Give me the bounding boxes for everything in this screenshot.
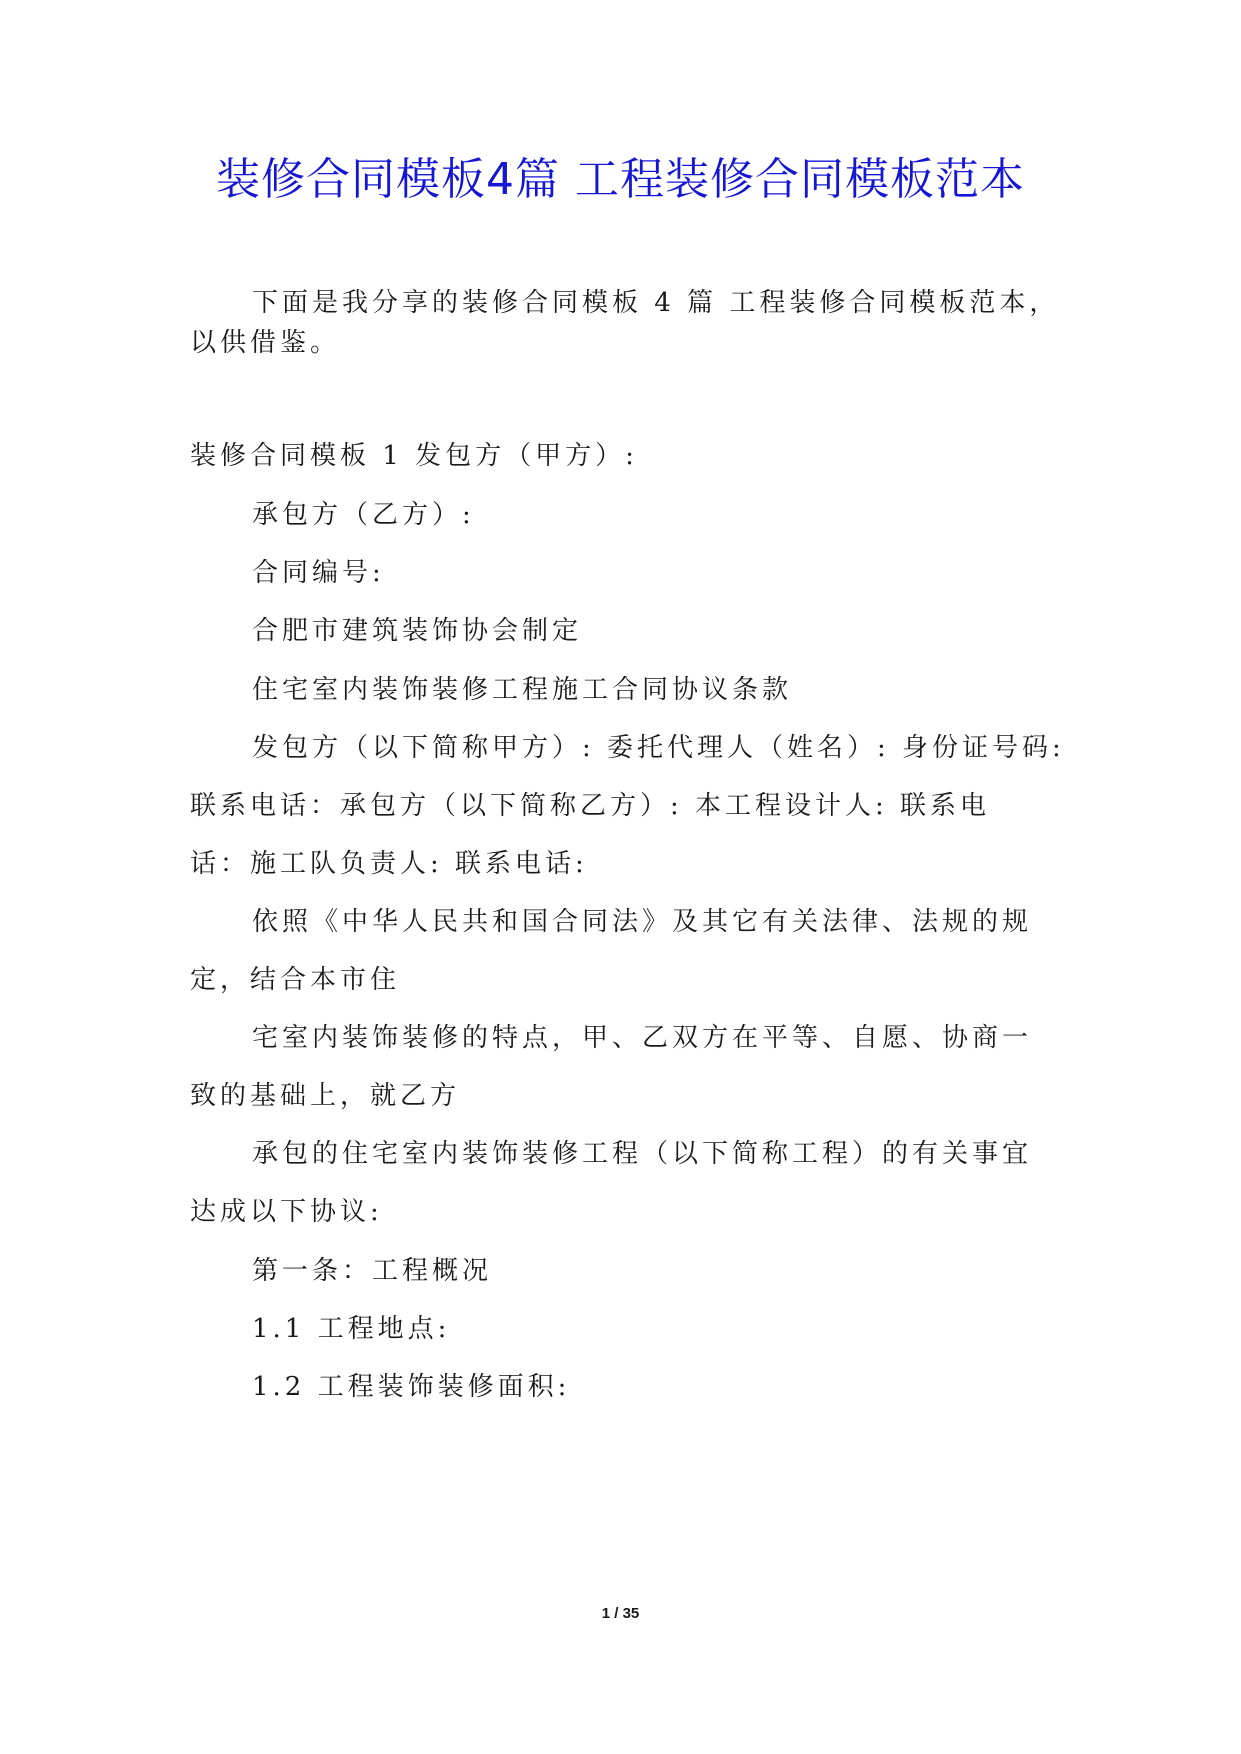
paragraph-line: 合肥市建筑装饰协会制定: [252, 616, 583, 646]
section-heading: 第一条：工程概况: [252, 1256, 493, 1286]
paragraph-line: 达成以下协议:: [190, 1197, 383, 1227]
paragraph-line: 合同编号:: [252, 558, 385, 588]
paragraph-line: 下面是我分享的装修合同模板 4 篇 工程装修合同模板范本，: [252, 288, 1060, 318]
clause-item: 1.2 工程装饰装修面积:: [252, 1372, 571, 1402]
paragraph-line: 话：施工队负责人: 联系电话:: [190, 849, 588, 879]
paragraph-line: 联系电话：承包方（以下简称乙方）: 本工程设计人: 联系电: [190, 791, 991, 821]
paragraph-line: 依照《中华人民共和国合同法》及其它有关法律、法规的规: [252, 907, 1033, 937]
clause-item: 1.1 工程地点:: [252, 1314, 451, 1344]
paragraph-line: 承包方（乙方）:: [252, 500, 475, 530]
paragraph-line: 住宅室内装饰装修工程施工合同协议条款: [252, 675, 793, 705]
paragraph-line: 装修合同模板 1 发包方（甲方）:: [190, 441, 638, 471]
paragraph-line: 致的基础上，就乙方: [190, 1081, 461, 1111]
paragraph-line: 发包方（以下简称甲方）: 委托代理人（姓名）: 身份证号码:: [252, 733, 1065, 763]
page-number: 1 / 35: [601, 1605, 640, 1622]
paragraph-line: 以供借鉴。: [190, 328, 341, 358]
paragraph-line: 承包的住宅室内装饰装修工程（以下简称工程）的有关事宜: [252, 1139, 1033, 1169]
document-title: 装修合同模板4篇 工程装修合同模板范本: [216, 154, 1025, 205]
paragraph-line: 定，结合本市住: [190, 965, 401, 995]
paragraph-line: 宅室内装饰装修的特点，甲、乙双方在平等、自愿、协商一: [252, 1023, 1033, 1053]
